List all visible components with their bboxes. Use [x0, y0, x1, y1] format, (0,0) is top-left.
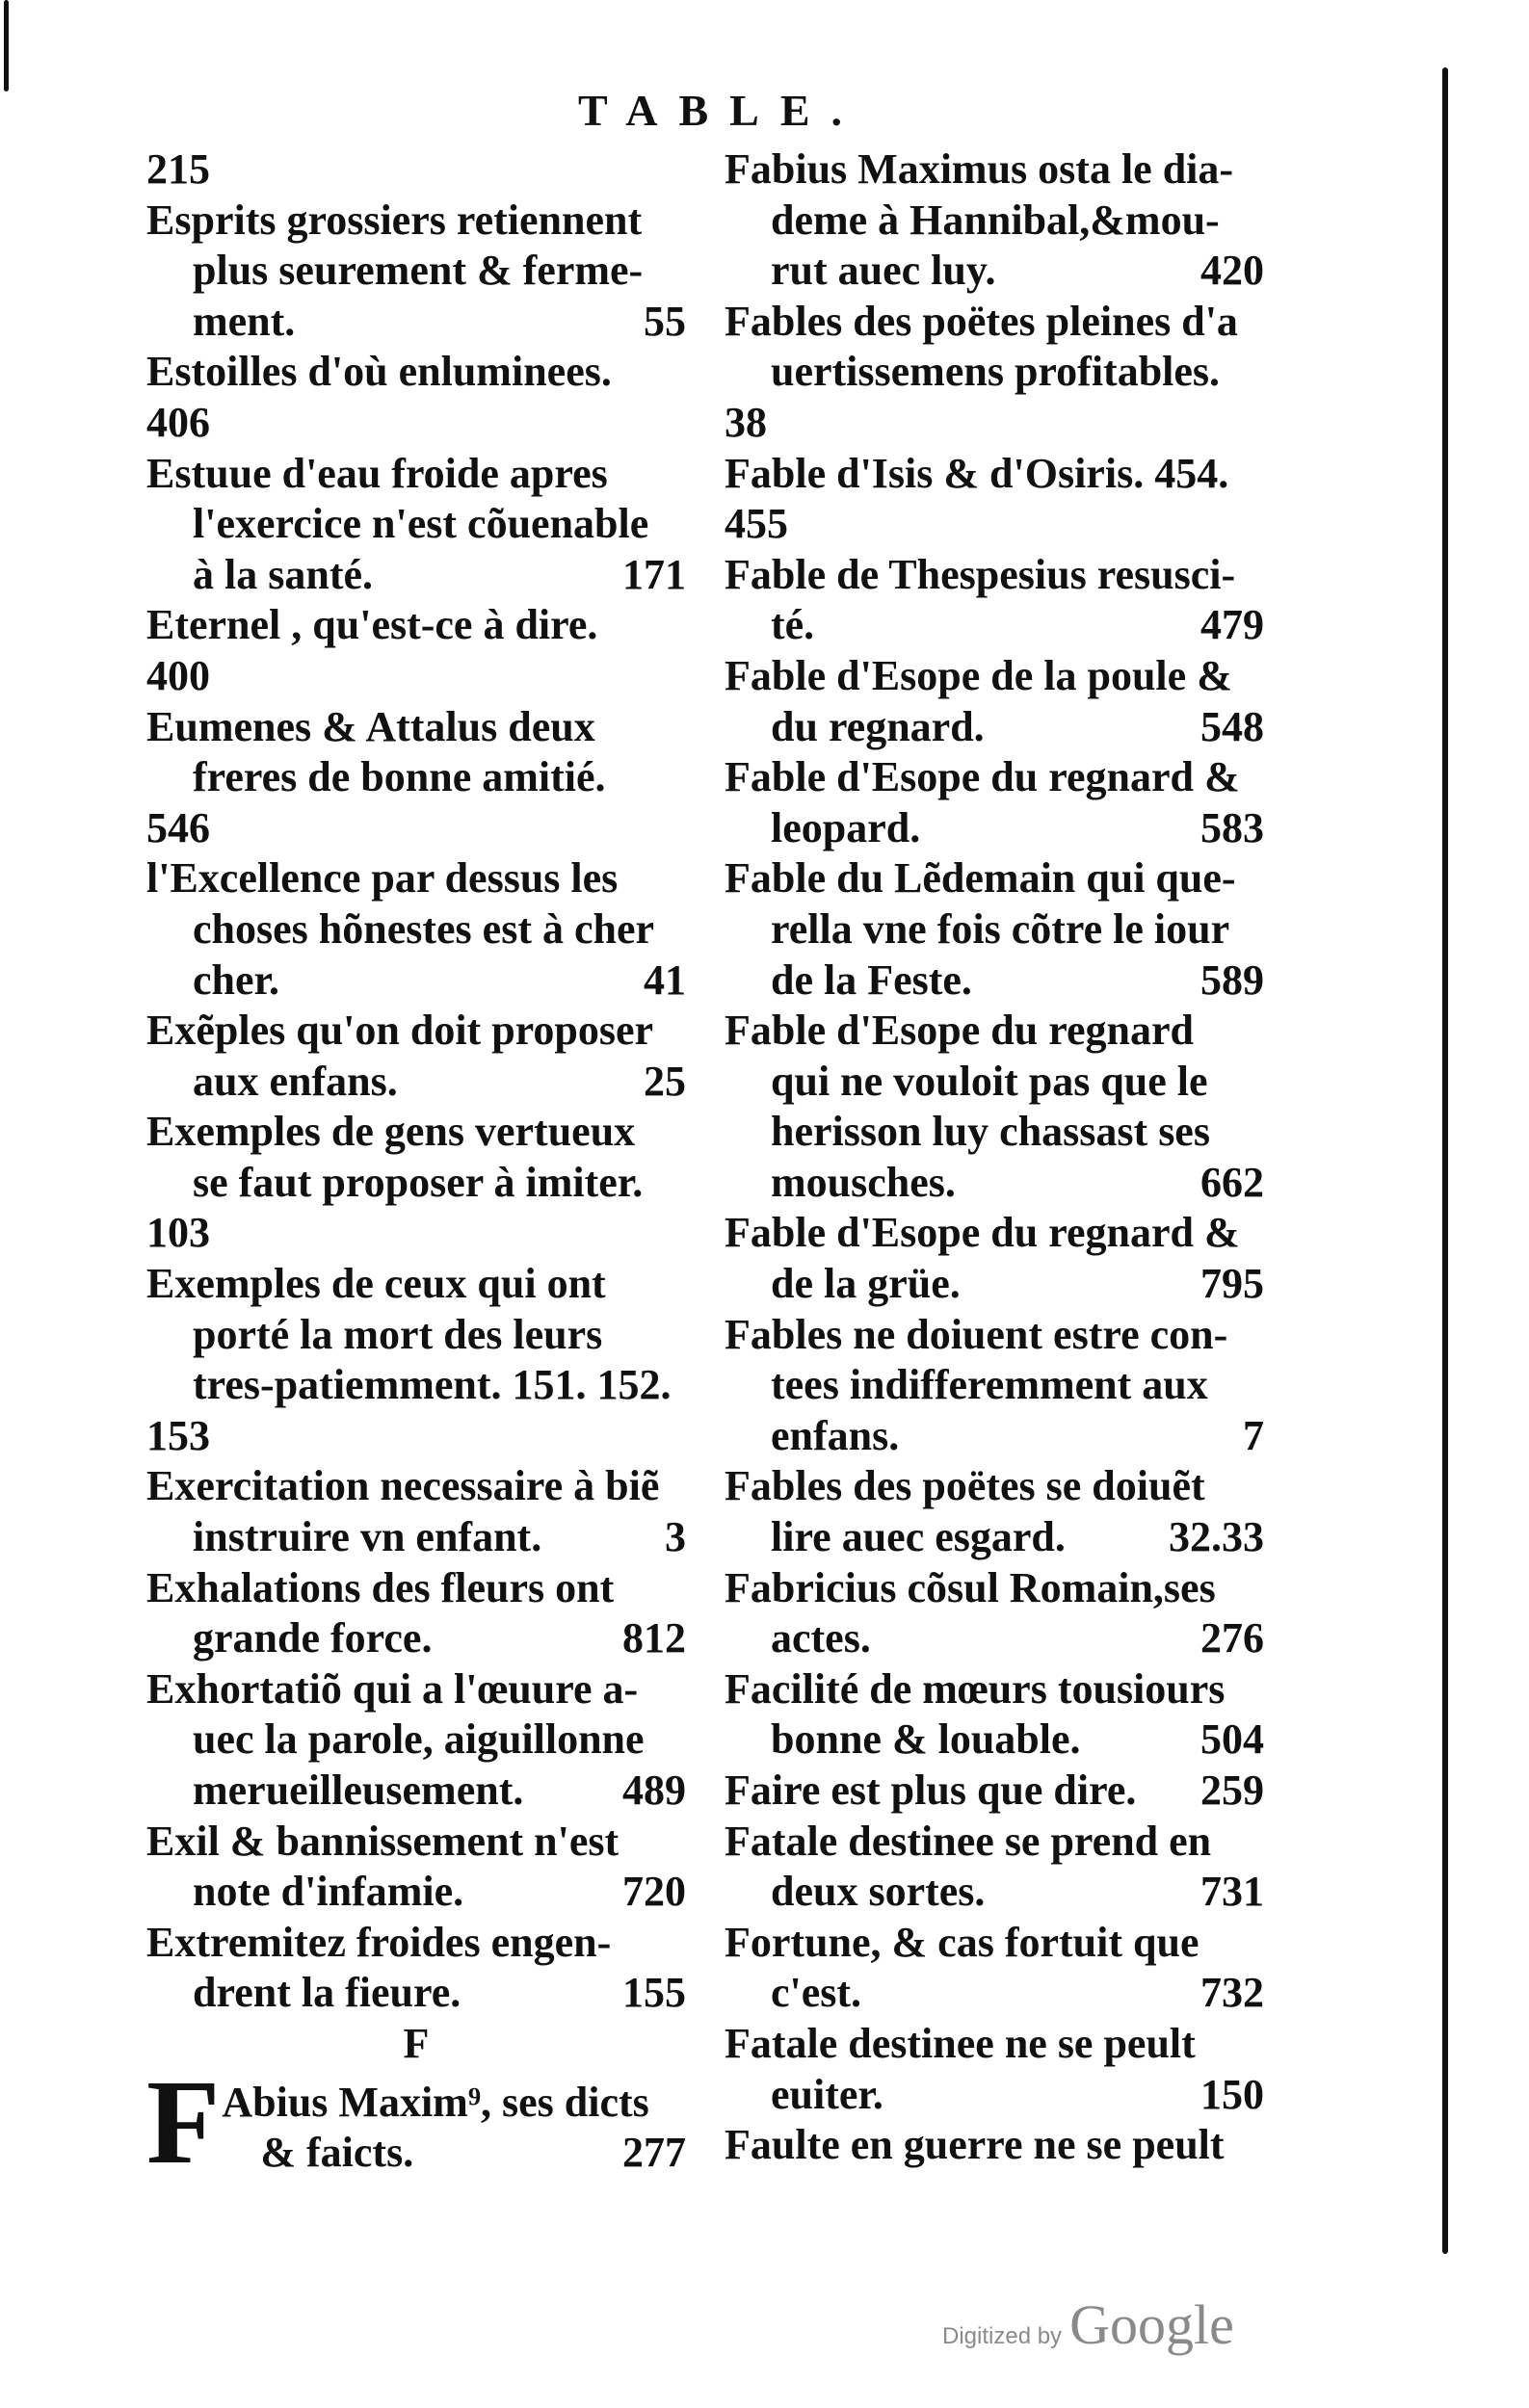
entry-line	[146, 398, 686, 449]
left-column	[146, 144, 686, 2189]
entry-line	[725, 1968, 1264, 2019]
entry-line	[725, 1259, 1264, 1310]
entry-text: bonne & louable.	[771, 1715, 1081, 1764]
entry-text: 153	[146, 1411, 210, 1459]
scan-edge-rule	[1442, 67, 1448, 2254]
entry-line	[725, 1714, 1264, 1766]
watermark-google-logo: Google	[1069, 2293, 1234, 2356]
entry-line	[146, 1918, 686, 1969]
entry-line	[725, 2019, 1264, 2070]
entry-text: Fable d'Esope du regnard &	[725, 753, 1240, 801]
entry-text: Extremitez froides engen-	[146, 1918, 612, 1966]
entry-line	[725, 904, 1264, 955]
entry-text: Fable d'Esope de la poule &	[725, 651, 1232, 699]
index-entry	[146, 1664, 686, 1817]
entry-line	[146, 144, 686, 196]
index-entry	[725, 853, 1264, 1006]
index-entry	[725, 1563, 1264, 1664]
entry-line	[725, 803, 1264, 854]
index-entry	[725, 1918, 1264, 2019]
entry-line	[725, 752, 1264, 803]
page-number: 41	[644, 955, 686, 1004]
index-entry	[725, 1310, 1264, 1462]
entry-line	[146, 600, 686, 651]
index-entry	[725, 398, 1264, 449]
entry-text: 406	[146, 398, 210, 446]
entry-text: cher.	[193, 955, 280, 1004]
index-entry	[146, 1107, 686, 1208]
entry-text: l'exercice n'est cõuenable	[193, 500, 649, 548]
index-entry	[146, 803, 686, 854]
entry-text: rut auec luy.	[771, 247, 996, 295]
watermark-small-text: Digitized by	[942, 2323, 1063, 2349]
index-entry	[146, 853, 686, 1006]
index-entry	[146, 144, 686, 196]
entry-line	[725, 1360, 1264, 1411]
entry-text: Estoilles d'où enluminees.	[146, 348, 612, 396]
page-number: 732	[1200, 1969, 1264, 2017]
entry-text: 103	[146, 1209, 210, 1257]
entry-text: euiter.	[771, 2070, 883, 2118]
entry-text: 455	[725, 500, 788, 548]
page-number: 720	[622, 1868, 686, 1916]
entry-text: du regnard.	[771, 702, 985, 750]
page-number: 662	[1200, 1158, 1264, 1206]
page-number: 55	[644, 297, 686, 345]
entry-text: Esprits grossiers retiennent	[146, 196, 643, 244]
page-number: 589	[1200, 955, 1264, 1004]
index-entry	[725, 2019, 1264, 2120]
entry-line	[146, 702, 686, 753]
page-number: 155	[622, 1969, 686, 2017]
entry-line	[725, 1411, 1264, 1462]
entry-text: choses hõnestes est à cher	[193, 904, 655, 953]
entry-text: Estuue d'eau froide apres	[146, 449, 608, 497]
page-number: 171	[622, 550, 686, 598]
entry-text: l'Excellence par dessus les	[146, 854, 619, 903]
entry-text: Fable de Thespesius resusci-	[725, 550, 1236, 598]
page-number: 489	[622, 1767, 686, 1814]
entry-text: 38	[725, 398, 767, 446]
entry-text: rella vne fois cõtre le iour	[771, 904, 1230, 953]
page-number: 3	[665, 1513, 686, 1561]
entry-line	[725, 347, 1264, 398]
page-number: 795	[1200, 1260, 1264, 1308]
page-number: 276	[1200, 1614, 1264, 1662]
entry-line	[725, 1867, 1264, 1918]
entry-text: c'est.	[771, 1969, 862, 2017]
entry-text: tres-patiemment. 151. 152.	[193, 1361, 672, 1409]
entry-text: Fabius Maximus osta le dia-	[725, 145, 1234, 193]
entry-line	[725, 853, 1264, 904]
page-number: 548	[1200, 702, 1264, 750]
entry-text: Fable du Lẽdemain qui que-	[725, 854, 1236, 903]
entry-line	[725, 1158, 1264, 1209]
entry-line	[725, 1563, 1264, 1614]
index-entry	[725, 499, 1264, 550]
entry-line	[222, 2078, 686, 2129]
entry-text: ment.	[193, 297, 296, 345]
index-entry	[725, 449, 1264, 500]
entry-line	[146, 904, 686, 955]
entry-text: Fable d'Isis & d'Osiris. 454.	[725, 449, 1229, 497]
entry-line	[146, 752, 686, 803]
entry-text: porté la mort des leurs	[193, 1310, 603, 1358]
index-entry	[725, 2120, 1264, 2171]
entry-text: plus seurement & ferme-	[193, 247, 644, 295]
page-number: 32.33	[1169, 1513, 1264, 1561]
entry-line	[146, 1613, 686, 1664]
entry-line	[146, 297, 686, 348]
entry-text: enfans.	[771, 1411, 900, 1459]
entry-line	[146, 651, 686, 702]
entry-text: de la Feste.	[771, 955, 972, 1004]
entry-line	[146, 1867, 686, 1918]
index-entry	[146, 702, 686, 803]
entry-text: Fortune, & cas fortuit que	[725, 1918, 1199, 1966]
index-entry	[725, 1664, 1264, 1766]
entry-line	[146, 1563, 686, 1614]
entry-text: grande force.	[193, 1614, 433, 1662]
page-number: 420	[1200, 247, 1264, 295]
page-number: 812	[622, 1614, 686, 1662]
index-entry	[146, 651, 686, 702]
entry-line	[725, 1512, 1264, 1563]
entry-text: Exil & bannissement n'est	[146, 1817, 620, 1865]
entry-text: merueilleusement.	[193, 1767, 524, 1814]
entry-line	[146, 246, 686, 297]
entry-text: freres de bonne amitié.	[193, 753, 606, 801]
entry-line	[146, 1158, 686, 1209]
index-entry	[725, 1006, 1264, 1208]
right-column	[725, 144, 1264, 2171]
index-entry	[146, 1259, 686, 1411]
index-entry	[146, 449, 686, 601]
entry-line	[725, 196, 1264, 247]
entry-line	[146, 196, 686, 247]
entry-text: Fatale destinee ne se peult	[725, 2019, 1196, 2067]
entry-text: deux sortes.	[771, 1868, 986, 1916]
page-number: 479	[1200, 601, 1264, 649]
entry-text: Faire est plus que dire.	[725, 1767, 1137, 1814]
entry-line	[146, 853, 686, 904]
index-entry	[725, 1208, 1264, 1309]
index-entry	[725, 651, 1264, 752]
entry-line	[146, 550, 686, 601]
entry-line	[725, 1208, 1264, 1259]
entry-line	[725, 1664, 1264, 1715]
entry-line	[146, 1766, 686, 1817]
entry-line	[725, 1817, 1264, 1868]
entry-text: drent la fieure.	[193, 1969, 461, 2017]
index-entry	[146, 196, 686, 348]
index-entry	[725, 1461, 1264, 1562]
entry-text: Exemples de gens vertueux	[146, 1108, 636, 1156]
entry-text: uertissemens profitables.	[771, 348, 1221, 396]
index-entry	[146, 347, 686, 398]
entry-text: actes.	[771, 1614, 871, 1662]
entry-line	[725, 1461, 1264, 1512]
scan-edge-mark	[4, 0, 9, 92]
index-entry	[146, 1563, 686, 1664]
entry-text: Exercitation necessaire à biẽ	[146, 1462, 660, 1510]
entry-text: mousches.	[771, 1158, 956, 1206]
index-entry	[146, 1411, 686, 1462]
entry-line	[146, 499, 686, 550]
entry-text: leopard.	[771, 803, 921, 851]
entry-line	[725, 1006, 1264, 1057]
entry-text: de la grüe.	[771, 1260, 961, 1308]
entry-line	[725, 398, 1264, 449]
entry-line	[725, 1057, 1264, 1108]
entry-line	[725, 550, 1264, 601]
entry-line	[146, 1057, 686, 1108]
entry-line	[725, 144, 1264, 196]
page-number: 7	[1243, 1411, 1264, 1459]
entry-text: & faicts.	[260, 2129, 414, 2177]
index-entry	[725, 144, 1264, 297]
entry-text: Exhortatiõ qui a l'œuure a-	[146, 1664, 639, 1713]
index-entry	[146, 1817, 686, 1918]
entry-line	[146, 803, 686, 854]
entry-text: note d'infamie.	[193, 1868, 464, 1916]
entry-text: Fable d'Esope du regnard &	[725, 1209, 1240, 1257]
entry-line	[146, 1714, 686, 1766]
entry-line	[725, 1766, 1264, 1817]
index-entry	[725, 297, 1264, 398]
index-entry	[222, 2078, 686, 2179]
index-entry	[725, 1766, 1264, 1817]
entry-text: Fable d'Esope du regnard	[725, 1007, 1194, 1055]
entry-text: té.	[771, 601, 815, 649]
entry-line	[146, 1310, 686, 1361]
index-entry	[725, 550, 1264, 651]
google-watermark	[942, 2292, 1234, 2357]
entry-text: Eternel , qu'est-ce à dire.	[146, 601, 598, 649]
index-entry	[146, 1208, 686, 1259]
entry-line	[146, 1512, 686, 1563]
entry-line	[725, 246, 1264, 297]
page-number: 504	[1200, 1715, 1264, 1764]
page-number: 150	[1200, 2070, 1264, 2118]
index-entry	[146, 1461, 686, 1562]
entry-line	[146, 1461, 686, 1512]
entry-line	[146, 955, 686, 1007]
entry-text: Fatale destinee se prend en	[725, 1817, 1212, 1865]
entry-text: Exẽples qu'on doit proposer	[146, 1007, 654, 1055]
running-header: TABLE.	[578, 86, 864, 135]
entry-line	[725, 449, 1264, 500]
page-number: 583	[1200, 803, 1264, 851]
entry-text: 400	[146, 651, 210, 699]
entry-line	[725, 1310, 1264, 1361]
entry-line	[725, 702, 1264, 753]
entry-text: lire auec esgard.	[771, 1513, 1066, 1561]
entry-line	[725, 651, 1264, 702]
entry-line	[146, 347, 686, 398]
section-letter: F	[403, 2019, 430, 2067]
entry-text: uec la parole, aiguillonne	[193, 1715, 645, 1764]
entry-line	[146, 449, 686, 500]
entry-text: Facilité de mœurs tousiours	[725, 1664, 1226, 1713]
entry-text: deme à Hannibal,&mou-	[771, 196, 1220, 244]
page-number: 731	[1200, 1868, 1264, 1916]
entry-text: Abius Maxim⁹, ses dicts	[222, 2078, 649, 2126]
page-number: 25	[644, 1057, 686, 1105]
entry-text: Fables des poëtes pleines d'a	[725, 297, 1238, 345]
entry-text: Faulte en guerre ne se peult	[725, 2121, 1225, 2169]
entry-line	[725, 499, 1264, 550]
entry-text: à la santé.	[193, 550, 373, 598]
entry-text: 546	[146, 803, 210, 851]
entry-line	[725, 2070, 1264, 2121]
entry-text: Fables des poëtes se doiuẽt	[725, 1462, 1205, 1510]
entry-line	[146, 1664, 686, 1715]
index-entry	[146, 1006, 686, 1107]
entry-line	[725, 297, 1264, 348]
entry-line	[146, 1107, 686, 1158]
entry-text: qui ne vouloit pas que le	[771, 1057, 1208, 1105]
dropcap-entry	[146, 2055, 686, 2189]
index-entry	[146, 398, 686, 449]
page-number: 259	[1200, 1767, 1264, 1814]
entry-line	[725, 1918, 1264, 1969]
entry-line	[725, 600, 1264, 651]
entry-line	[146, 1411, 686, 1462]
entry-text: 215	[146, 145, 210, 193]
entry-line	[146, 1208, 686, 1259]
index-entry	[146, 600, 686, 651]
entry-line	[725, 1107, 1264, 1158]
entry-text: tees indifferemment aux	[771, 1361, 1208, 1409]
index-entry	[146, 1918, 686, 2019]
entry-line	[725, 955, 1264, 1007]
entry-line	[146, 1006, 686, 1057]
index-entry	[725, 752, 1264, 853]
dropcap-text	[222, 2070, 686, 2179]
dropcap-letter: F	[146, 2055, 221, 2189]
entry-line	[725, 2120, 1264, 2171]
entry-line	[725, 1613, 1264, 1664]
entry-text: Fabricius cõsul Romain,ses	[725, 1563, 1216, 1611]
entry-text: Exemples de ceux qui ont	[146, 1260, 606, 1308]
entry-text: se faut proposer à imiter.	[193, 1158, 644, 1206]
entry-line	[146, 1259, 686, 1310]
entry-line	[146, 1817, 686, 1868]
entry-text: instruire vn enfant.	[193, 1513, 542, 1561]
entry-text: herisson luy chassast ses	[771, 1108, 1210, 1156]
entry-line	[146, 1968, 686, 2019]
entry-text: Fables ne doiuent estre con-	[725, 1310, 1228, 1358]
index-entry	[725, 1817, 1264, 1918]
entry-line	[146, 1360, 686, 1411]
entry-text: Exhalations des fleurs ont	[146, 1563, 615, 1611]
entry-text: Eumenes & Attalus deux	[146, 702, 595, 750]
page-number: 277	[622, 2129, 686, 2177]
entry-line	[222, 2128, 686, 2179]
entry-text: aux enfans.	[193, 1057, 398, 1105]
